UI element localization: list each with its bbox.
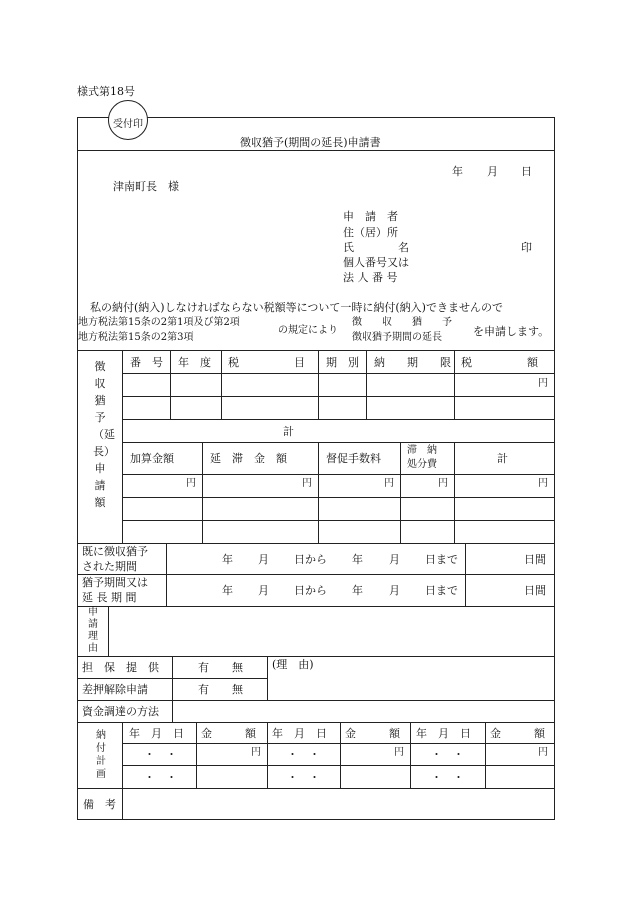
divider bbox=[122, 350, 123, 543]
header-period: 期 別 bbox=[326, 356, 359, 369]
plan-date-dots: ・ ・ bbox=[287, 771, 320, 784]
divider bbox=[340, 722, 341, 788]
stamp-label: 受付印 bbox=[113, 119, 143, 130]
reason-label: 申請理由 bbox=[88, 607, 98, 654]
section-label: 徴収猶予（延長）申請額 bbox=[93, 360, 115, 510]
divider bbox=[77, 722, 555, 723]
collateral-label: 担 保 提 供 bbox=[82, 661, 159, 674]
divider bbox=[122, 373, 555, 374]
remarks-label: 備 考 bbox=[83, 798, 116, 811]
period-days: 日間 bbox=[524, 553, 546, 566]
period-from: 日から bbox=[294, 553, 327, 566]
divider bbox=[170, 350, 171, 419]
header-additional-amount: 加算金額 bbox=[130, 452, 174, 465]
divider bbox=[267, 722, 268, 788]
header-tax-amount: 税 額 bbox=[461, 356, 538, 369]
yen-unit: 円 bbox=[186, 478, 196, 489]
plan-date-dots: ・ ・ bbox=[144, 748, 177, 761]
header-total: 計 bbox=[497, 452, 508, 465]
yen-unit: 円 bbox=[394, 747, 404, 758]
divider bbox=[122, 419, 555, 420]
header-due-date: 納 期 限 bbox=[374, 356, 451, 369]
plan-amount-header: 金 額 bbox=[345, 727, 400, 740]
yen-unit: 円 bbox=[302, 478, 312, 489]
divider bbox=[172, 700, 173, 722]
header-tax-item: 税 目 bbox=[228, 356, 305, 369]
plan-date-dots: ・ ・ bbox=[431, 771, 464, 784]
divider bbox=[122, 788, 123, 820]
plan-date-header: 年 月 日 bbox=[129, 727, 184, 740]
plan-date-dots: ・ ・ bbox=[287, 748, 320, 761]
header-number: 番 号 bbox=[130, 356, 163, 369]
divider bbox=[410, 722, 411, 788]
plan-date-dots: ・ ・ bbox=[431, 748, 464, 761]
header-demand-fee: 督促手数料 bbox=[326, 452, 381, 465]
period-to: 日まで bbox=[425, 553, 458, 566]
plan-amount-header: 金 額 bbox=[201, 727, 256, 740]
seizure-no: 無 bbox=[232, 683, 243, 696]
yen-unit: 円 bbox=[438, 478, 448, 489]
law-reference-1: 地方税法第15条の2第1項及び第2項 bbox=[78, 317, 240, 328]
divider bbox=[221, 350, 222, 419]
statement-middle: の規定により bbox=[278, 325, 338, 336]
header-year: 年 度 bbox=[178, 356, 211, 369]
period-row-label: 猶予期間又は bbox=[82, 576, 148, 589]
collateral-yes: 有 bbox=[198, 661, 209, 674]
plan-date-header: 年 月 日 bbox=[272, 727, 327, 740]
divider bbox=[77, 574, 555, 575]
period-year: 年 bbox=[222, 584, 233, 597]
applicant-label: 申 請 者 bbox=[343, 210, 398, 223]
divider bbox=[366, 350, 367, 419]
divider bbox=[122, 722, 123, 788]
law-reference-2: 地方税法第15条の2第3項 bbox=[78, 332, 194, 343]
applicant-name-label: 氏 名 bbox=[343, 241, 409, 254]
divider bbox=[122, 396, 555, 397]
divider bbox=[77, 700, 555, 701]
reception-stamp bbox=[108, 100, 148, 140]
collateral-no: 無 bbox=[232, 661, 243, 674]
divider bbox=[108, 606, 109, 656]
divider bbox=[465, 543, 466, 606]
statement-line: 私の納付(納入)しなければならない税額等について一時に納付(納入)できませんので bbox=[90, 301, 503, 314]
divider bbox=[122, 442, 555, 443]
period-year: 年 bbox=[352, 584, 363, 597]
divider bbox=[122, 765, 555, 766]
option-deferral: 徴 収 猶 予 bbox=[352, 317, 452, 328]
yen-unit: 円 bbox=[538, 478, 548, 489]
divider bbox=[172, 656, 173, 700]
yen-unit: 円 bbox=[384, 478, 394, 489]
divider bbox=[454, 442, 455, 543]
divider bbox=[77, 350, 555, 351]
period-row-label: された期間 bbox=[82, 560, 137, 573]
period-to: 日まで bbox=[425, 584, 458, 597]
applicant-address-label: 住（居）所 bbox=[343, 226, 398, 239]
divider bbox=[122, 474, 555, 475]
period-row-label: 既に徴収猶予 bbox=[82, 545, 148, 558]
form-title: 徴収猶予(期間の延長)申請書 bbox=[240, 136, 381, 149]
divider bbox=[77, 656, 555, 657]
divider bbox=[122, 497, 555, 498]
collateral-reason-label: (理 由) bbox=[272, 658, 314, 671]
divider bbox=[77, 606, 555, 607]
divider bbox=[454, 350, 455, 419]
divider bbox=[318, 442, 319, 543]
divider bbox=[267, 656, 268, 700]
period-year: 年 bbox=[222, 553, 233, 566]
divider bbox=[400, 442, 401, 543]
date-month: 月 bbox=[487, 165, 498, 178]
date-day: 日 bbox=[521, 165, 532, 178]
applicant-number-label-2: 法 人 番 号 bbox=[343, 271, 398, 284]
divider bbox=[77, 543, 555, 544]
yen-unit: 円 bbox=[538, 747, 548, 758]
period-month: 月 bbox=[258, 553, 269, 566]
divider bbox=[166, 543, 167, 606]
plan-date-header: 年 月 日 bbox=[416, 727, 471, 740]
header-disposition-fee-1: 滞 納 bbox=[407, 445, 437, 456]
divider bbox=[318, 350, 319, 419]
date-year: 年 bbox=[452, 165, 463, 178]
divider bbox=[122, 520, 555, 521]
statement-end: を申請します。 bbox=[473, 325, 550, 338]
divider bbox=[485, 722, 486, 788]
seizure-yes: 有 bbox=[198, 683, 209, 696]
form-number: 様式第18号 bbox=[77, 85, 135, 98]
funding-method-label: 資金調達の方法 bbox=[82, 705, 159, 718]
divider bbox=[122, 743, 555, 744]
period-month: 月 bbox=[389, 584, 400, 597]
plan-amount-header: 金 額 bbox=[490, 727, 545, 740]
period-month: 月 bbox=[258, 584, 269, 597]
period-from: 日から bbox=[294, 584, 327, 597]
yen-unit: 円 bbox=[251, 747, 261, 758]
period-year: 年 bbox=[352, 553, 363, 566]
divider bbox=[202, 442, 203, 543]
divider bbox=[77, 150, 555, 151]
period-month: 月 bbox=[389, 553, 400, 566]
period-row-label: 延 長 期 間 bbox=[82, 591, 137, 604]
total-label: 計 bbox=[283, 425, 294, 438]
plan-date-dots: ・ ・ bbox=[144, 771, 177, 784]
header-late-fee: 延 滞 金 額 bbox=[210, 452, 287, 465]
divider bbox=[77, 788, 555, 789]
yen-unit: 円 bbox=[538, 378, 548, 389]
seizure-release-label: 差押解除申請 bbox=[82, 683, 148, 696]
divider bbox=[196, 722, 197, 788]
payment-plan-label: 納付計画 bbox=[96, 730, 106, 780]
period-days: 日間 bbox=[524, 584, 546, 597]
header-disposition-fee-2: 処分費 bbox=[407, 459, 437, 470]
seal-label: 印 bbox=[521, 241, 532, 254]
option-extension: 徴収猶予期間の延長 bbox=[352, 332, 442, 343]
applicant-number-label-1: 個人番号又は bbox=[343, 256, 409, 269]
addressee: 津南町長 様 bbox=[113, 180, 179, 193]
